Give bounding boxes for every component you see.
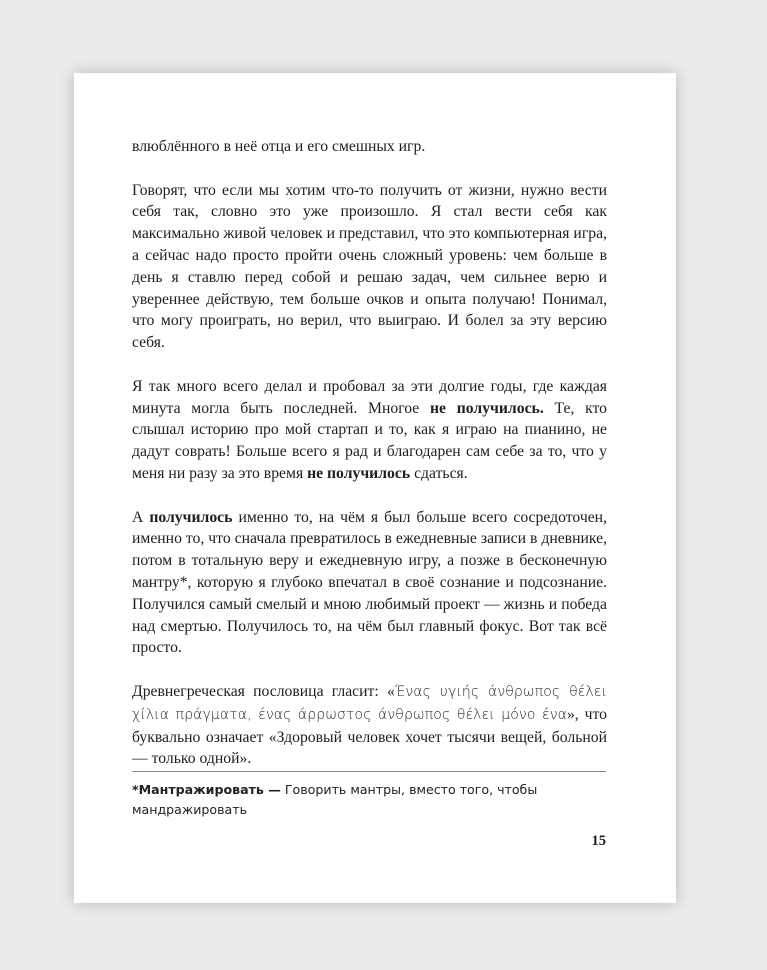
footnote: [132, 780, 606, 820]
footnote-text: Говорить мантры, вместо того, чтобы мандражировать: [132, 782, 538, 817]
page-number: 15: [591, 833, 606, 849]
paragraph-5-text-a: Древнегреческая пословица гласит: «: [132, 682, 395, 700]
footnote-term: *Мантражировать —: [132, 782, 281, 797]
paragraph-3-bold-2: не получилось: [307, 464, 411, 482]
paragraph-3-text-d: сдаться.: [410, 464, 468, 482]
paragraph-4-bold: получилось: [149, 508, 233, 526]
greek-proverb: Ένας υγιής άνθρωπος θέλει χίλια πράγματα, ένας άρρωστος άνθρωπος θέλει μόνο ένα: [132, 683, 607, 723]
paragraph-4: [132, 507, 607, 660]
page-body: [132, 136, 607, 792]
paragraph-3-text-a: Я так много всего делал и пробовал за эти долгие годы, где каждая минута могла быть последней. Многое: [132, 377, 607, 417]
paragraph-3-bold-1: не получилось.: [430, 399, 544, 417]
paragraph-5-text-b: », что буквально означает «Здоровый человек хочет тысячи вещей, больной — только одной».: [132, 705, 607, 768]
book-page: [74, 73, 676, 903]
paragraph-4-text-a: А: [132, 508, 150, 526]
footnote-divider: [132, 771, 606, 772]
paragraph-3-text-c: Те, кто слышал историю про мой стартап и то, как я играю на пианино, не дадут соврать! Больше всего я рад и благодарен сам себе за то, что у меня ни разу за это время: [132, 399, 607, 482]
paragraph-5: [132, 681, 607, 770]
paragraph-2: Говорят, что если мы хотим что-то получить от жизни, нужно вести себя так, словно это уже произошло. Я стал вести себя как максимально живой человек и представил, что это компьютерная игра, а сейчас надо просто пройти очень сложный уровень: чем больше в день я ставлю перед собой и решаю задач, чем сильнее верю и увереннее действую, тем больше очков и опыта получаю! Понимал, что могу проиграть, но верил, что выиграю. И болел за эту версию себя.: [132, 181, 607, 352]
paragraph-1: влюблённого в неё отца и его смешных игр.: [132, 138, 426, 155]
paragraph-3: [132, 376, 607, 485]
paragraph-4-text-c: именно то, на чём я был больше всего сосредоточен, именно то, что сначала превратилось в ежедневные записи в дневнике, потом в тотальную веру и ежедневную игру, а позже в бесконечную мантру*, которую я глубоко впечатал в своё сознание и подсознание. Получился самый смелый и мною любимый проект — жизнь и победа над смертью. Получилось то, на чём был главный фокус. Вот так всё просто.: [132, 508, 607, 657]
